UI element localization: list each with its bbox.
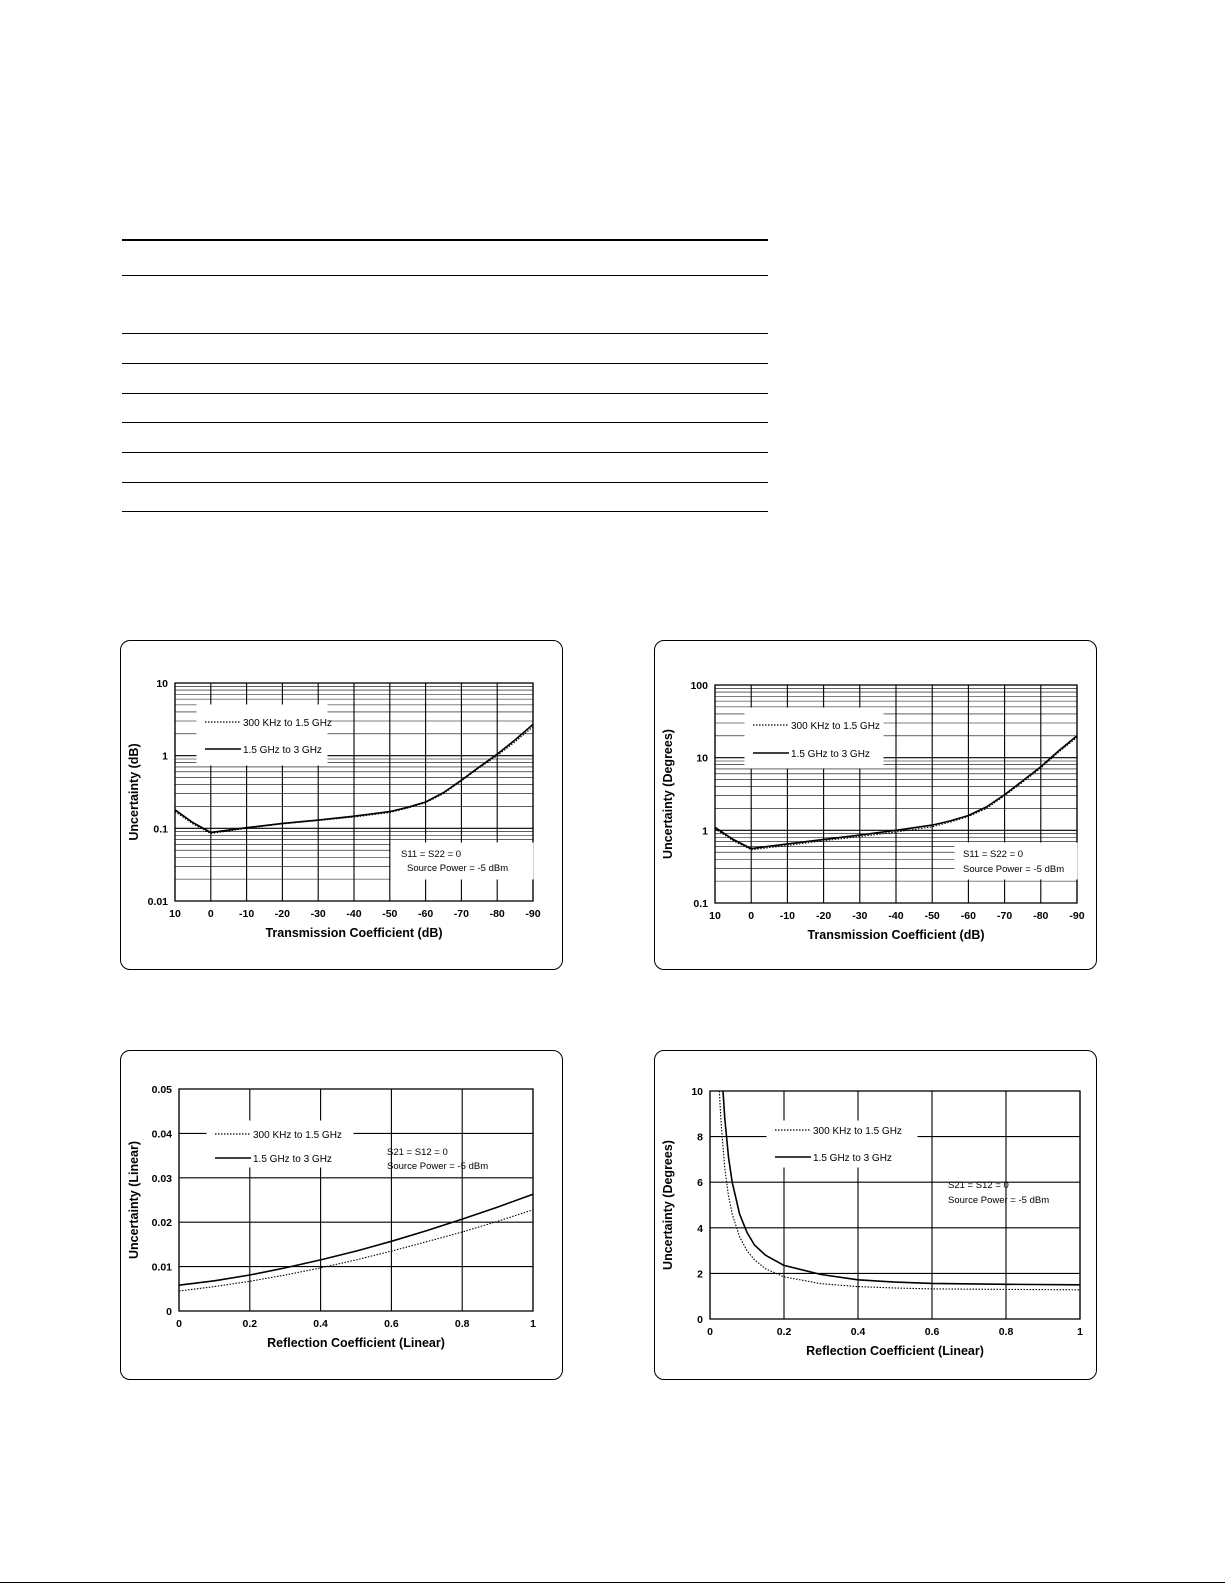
annotation-text: S11 = S22 = 0 bbox=[963, 849, 1024, 860]
x-axis-title: Transmission Coefficient (dB) bbox=[807, 928, 985, 942]
annotation-text: Source Power = -5 dBm bbox=[407, 863, 509, 874]
y-tick-label: 0.02 bbox=[151, 1217, 172, 1230]
annotation-text: S21 = S12 = 0 bbox=[387, 1147, 448, 1158]
x-tick-label: 0.4 bbox=[313, 1318, 328, 1330]
x-tick-label: 0 bbox=[707, 1326, 713, 1338]
chart-panel-transmission-phase bbox=[654, 640, 1097, 970]
y-tick-label: 0.05 bbox=[151, 1084, 172, 1096]
x-tick-label: 10 bbox=[169, 908, 181, 920]
x-tick-label: -20 bbox=[274, 908, 290, 920]
annotation-text: Source Power = -5 dBm bbox=[963, 864, 1065, 875]
x-tick-label: -10 bbox=[239, 908, 255, 920]
x-tick-label: -70 bbox=[997, 910, 1013, 922]
legend-box bbox=[197, 705, 327, 765]
series-line-solid bbox=[179, 1194, 533, 1285]
page-footer-rule bbox=[0, 1582, 1225, 1583]
y-tick-label: 0 bbox=[166, 1306, 172, 1318]
y-tick-label: 1 bbox=[702, 825, 708, 838]
y-tick-label: 10 bbox=[691, 1086, 703, 1098]
chart-reflection-phase bbox=[655, 1051, 1098, 1381]
y-tick-label: 0 bbox=[697, 1314, 703, 1326]
y-tick-label: 0.1 bbox=[693, 898, 708, 910]
y-axis-title: Uncertainty (Linear) bbox=[127, 1140, 141, 1260]
x-tick-label: -40 bbox=[888, 910, 904, 922]
table-row-rule bbox=[122, 482, 768, 483]
x-tick-label: -80 bbox=[489, 908, 505, 920]
legend-label: 300 KHz to 1.5 GHz bbox=[813, 1126, 902, 1137]
x-tick-label: 0.6 bbox=[924, 1326, 940, 1338]
annotation-text: S11 = S22 = 0 bbox=[401, 849, 462, 860]
y-tick-label: 6 bbox=[697, 1177, 703, 1190]
legend-label: 1.5 GHz to 3 GHz bbox=[253, 1154, 332, 1165]
x-tick-label: -30 bbox=[852, 910, 868, 922]
y-tick-label: 100 bbox=[690, 680, 708, 692]
table-top-rule bbox=[122, 239, 768, 241]
y-tick-label: 0.03 bbox=[151, 1172, 172, 1185]
y-tick-label: 1 bbox=[162, 750, 168, 763]
x-tick-label: 0.2 bbox=[776, 1326, 792, 1338]
chart-transmission-magnitude bbox=[121, 641, 564, 971]
x-tick-label: 1 bbox=[530, 1318, 536, 1330]
x-tick-label: 0 bbox=[748, 910, 755, 922]
y-tick-label: 10 bbox=[696, 752, 708, 765]
x-tick-label: 0.8 bbox=[998, 1326, 1014, 1338]
y-tick-label: 0.04 bbox=[151, 1128, 172, 1141]
x-tick-label: -70 bbox=[453, 908, 469, 920]
annotation-text: Source Power = -5 dBm bbox=[948, 1195, 1050, 1206]
x-tick-label: -40 bbox=[346, 908, 362, 920]
x-axis-title: Reflection Coefficient (Linear) bbox=[267, 1336, 445, 1350]
annotation-text: S21 = S12 = 0 bbox=[948, 1180, 1009, 1191]
x-tick-label: -80 bbox=[1033, 910, 1049, 922]
x-tick-label: 0.6 bbox=[384, 1318, 399, 1330]
legend-label: 1.5 GHz to 3 GHz bbox=[791, 749, 870, 760]
table-row-rule bbox=[122, 452, 768, 453]
table-header-rule bbox=[122, 275, 768, 276]
x-tick-label: -90 bbox=[1069, 910, 1085, 922]
y-tick-label: 4 bbox=[697, 1222, 703, 1235]
x-tick-label: -60 bbox=[418, 908, 434, 920]
table-row-rule bbox=[122, 363, 768, 364]
y-tick-label: 10 bbox=[156, 678, 168, 690]
legend-label: 1.5 GHz to 3 GHz bbox=[243, 745, 322, 756]
x-tick-label: -50 bbox=[382, 908, 398, 920]
table-row-rule bbox=[122, 393, 768, 394]
x-tick-label: 10 bbox=[709, 910, 721, 922]
x-tick-label: -10 bbox=[779, 910, 795, 922]
chart-transmission-phase bbox=[655, 641, 1098, 971]
table-bottom-rule bbox=[122, 511, 768, 512]
x-tick-label: -90 bbox=[525, 908, 541, 920]
y-tick-label: 8 bbox=[697, 1131, 703, 1144]
y-tick-label: 0.1 bbox=[153, 823, 168, 836]
legend-label: 300 KHz to 1.5 GHz bbox=[791, 721, 880, 732]
x-tick-label: -30 bbox=[310, 908, 326, 920]
y-tick-label: 0.01 bbox=[151, 1261, 172, 1274]
table-row-rule bbox=[122, 333, 768, 334]
x-tick-label: 1 bbox=[1077, 1326, 1083, 1338]
y-axis-title: Uncertainty (Degrees) bbox=[661, 1140, 675, 1270]
series-line-solid bbox=[723, 1091, 1080, 1285]
x-axis-title: Transmission Coefficient (dB) bbox=[265, 926, 443, 940]
y-axis-title: Uncertainty (Degrees) bbox=[661, 729, 675, 859]
y-axis-title: Uncertainty (dB) bbox=[127, 743, 141, 841]
y-tick-label: 2 bbox=[697, 1268, 703, 1281]
x-tick-label: 0 bbox=[207, 908, 214, 920]
legend-label: 300 KHz to 1.5 GHz bbox=[253, 1130, 342, 1141]
chart-panel-transmission-magnitude bbox=[120, 640, 563, 970]
x-tick-label: -60 bbox=[960, 910, 976, 922]
annotation-text: Source Power = -5 dBm bbox=[387, 1161, 489, 1172]
chart-reflection-magnitude bbox=[121, 1051, 564, 1381]
legend-label: 1.5 GHz to 3 GHz bbox=[813, 1153, 892, 1164]
x-tick-label: 0.8 bbox=[454, 1318, 470, 1330]
y-tick-label: 0.01 bbox=[147, 896, 168, 908]
x-axis-title: Reflection Coefficient (Linear) bbox=[806, 1344, 984, 1358]
x-tick-label: 0.2 bbox=[242, 1318, 258, 1330]
chart-panel-reflection-magnitude bbox=[120, 1050, 563, 1380]
x-tick-label: 0.4 bbox=[850, 1326, 866, 1338]
legend-label: 300 KHz to 1.5 GHz bbox=[243, 718, 332, 729]
table-row-rule bbox=[122, 422, 768, 423]
x-tick-label: 0 bbox=[176, 1318, 182, 1330]
x-tick-label: -20 bbox=[816, 910, 832, 922]
chart-panel-reflection-phase bbox=[654, 1050, 1097, 1380]
x-tick-label: -50 bbox=[924, 910, 940, 922]
